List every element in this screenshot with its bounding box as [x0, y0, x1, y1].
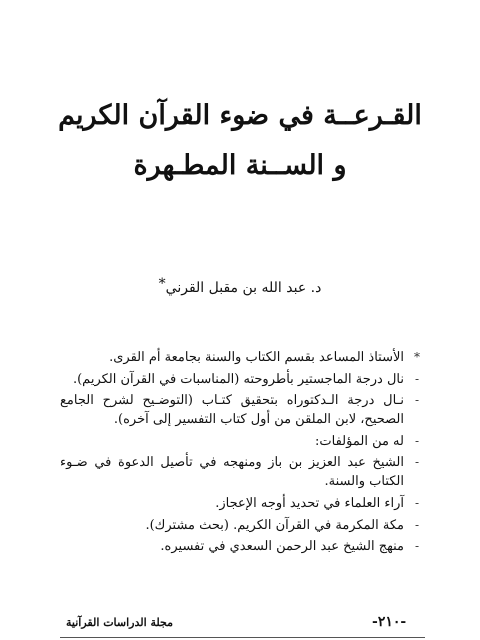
footer-divider [60, 637, 425, 638]
note-text: له من المؤلفات: [315, 433, 404, 449]
note-marker: - [414, 539, 420, 554]
journal-name: مجلة الدراسات القرآنية [66, 616, 174, 629]
page-number: -٢١٠- [372, 614, 407, 630]
note-text: آراء العلماء في تحديد أوجه الإعجاز. [215, 495, 404, 511]
note-text: نال درجة الماجستير بأطروحته (المناسبات في القرآن الكريم). [72, 371, 404, 387]
note-item [60, 537, 420, 556]
note-marker: - [414, 433, 420, 448]
author-notes-list [60, 348, 420, 559]
author-name: د. عبد الله بن مقبل القرني [165, 280, 322, 296]
author-line [0, 276, 480, 296]
note-item [60, 432, 420, 451]
note-marker: - [414, 517, 420, 532]
note-marker: - [414, 393, 420, 408]
note-item [60, 348, 420, 367]
note-marker: * [414, 350, 420, 364]
note-item [60, 494, 420, 513]
note-item [60, 453, 420, 491]
note-marker: - [414, 371, 420, 386]
note-text: الأستاذ المساعد بقسم الكتاب والسنة بجامعة أم القرى. [109, 350, 404, 365]
article-title-line-1: القـرعــة في ضوء القرآن الكريم [58, 100, 422, 131]
note-item [60, 370, 420, 389]
note-item [60, 391, 420, 429]
note-item [60, 516, 420, 535]
note-text: نـال درجة الـدكتوراه بتحقيق كتـاب (التوضـيح لشرح الجامع الصحيح، لابن الملقن من أول كتاب التفسير إلى آخره). [60, 393, 404, 428]
note-text: مكة المكرمة في القرآن الكريم. (بحث مشترك). [145, 517, 404, 533]
note-text: منهج الشيخ عبد الرحمن السعدي في تفسيره. [160, 539, 404, 555]
note-marker: - [414, 455, 420, 470]
note-text: الشيخ عبد العزيز بن باز ومنهجه في تأصيل الدعوة في ضـوء الكتاب والسنة. [60, 455, 404, 490]
article-title-line-2: و الســنة المطـهرة [133, 150, 347, 181]
note-marker: - [414, 495, 420, 510]
author-footnote-mark: * [158, 276, 166, 292]
